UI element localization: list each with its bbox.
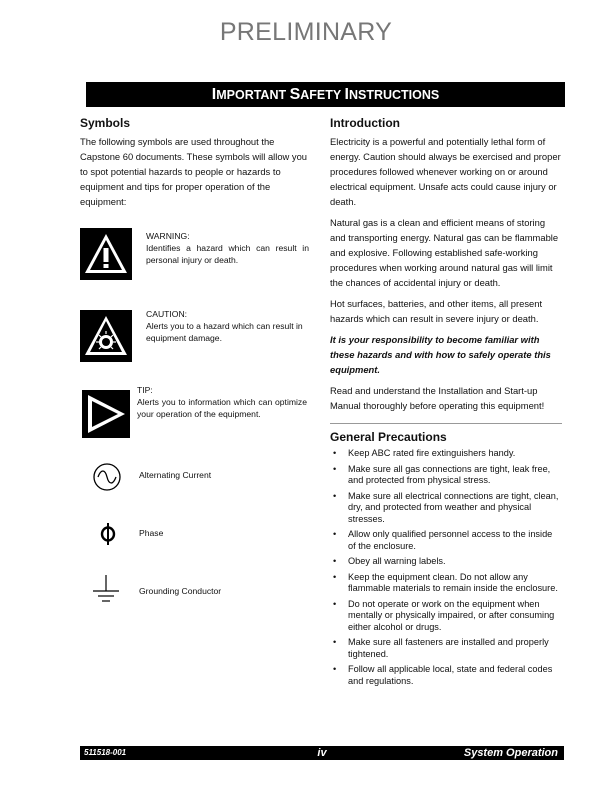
symbols-heading: Symbols [80,116,131,130]
page-number: iv [317,747,327,759]
tip-title: TIP: [137,385,153,395]
page-footer [80,746,564,760]
grounding-conductor-label: Grounding Conductor [139,586,222,596]
warning-icon [80,228,132,285]
list-item: • Keep the equipment clean. Do not allow any flammable materials to remain inside the enclosure. [330,572,562,595]
section-name: System Operation [463,747,558,759]
symbols-intro: The following symbols are used throughout the Capstone 60 documents. These symbols will allow you to spot potential hazards to people or hazards to equipment and tips for proper operation of the equipment: [80,136,308,207]
section-divider [330,423,562,424]
list-item: • Make sure all electrical connections are tight, clean, dry, and protected from weather and physical stresses. [330,491,562,526]
precautions-list [330,448,562,687]
tip-icon [82,390,130,443]
list-item: • Do not operate or work on the equipment when mentally or physically impaired, or after consuming either alcohol or drugs. [330,599,562,634]
introduction-paragraph-5: Read and understand the Installation and Start-up Manual thoroughly before operating this equipment! [330,385,545,411]
banner-word-1: MPORTANT [216,88,290,102]
phase-label: Phase [139,528,164,538]
alternating-current-label: Alternating Current [139,470,212,480]
tip-text: Alerts you to information which can optimize your operation of the equipment. [137,397,307,419]
list-item: • Make sure all gas connections are tight, leak free, and protected from physical stress. [330,464,562,487]
section-banner [86,82,565,107]
banner-initial-1: I [211,86,217,103]
banner-initial-2: S [289,86,301,103]
symbols-column [80,116,315,596]
banner-word-2: AFETY [300,88,345,102]
preliminary-watermark: PRELIMINARY [219,18,393,46]
document-number: 511518-001 [84,748,127,757]
caution-title: CAUTION: [146,309,188,319]
list-item: • Obey all warning labels. [330,556,562,568]
grounding-conductor-icon [91,573,121,614]
introduction-column [330,116,562,691]
introduction-paragraph-1: Electricity is a powerful and potentially lethal form of energy. Caution should always be exercised and proper procedures followed whenever working on or around electrical equipment. Unsafe acts could cause injury or death. [330,136,561,207]
caution-icon [80,310,132,367]
tip-block [137,384,307,420]
introduction-paragraph-3: Hot surfaces, batteries, and other items, all present hazards which can result in severe injury or death. [330,298,543,324]
precautions-heading: General Precautions [330,430,447,444]
warning-block [146,230,309,266]
list-item: • Keep ABC rated fire extinguishers handy. [330,448,562,460]
introduction-heading: Introduction [330,116,400,130]
introduction-paragraph-2: Natural gas is a clean and efficient means of storing and transporting energy. Natural gas can be flammable and explosive. Following established safe-working procedures when working around natural gas will limit the chances of accidental injury or death. [330,217,559,288]
caution-block [146,308,309,344]
caution-text: Alerts you to a hazard which can result in equipment damage. [146,321,303,343]
warning-text: Identifies a hazard which can result in personal injury or death. [146,243,309,265]
alternating-current-icon [92,462,122,497]
list-item: • Allow only qualified personnel access to the inside of the enclosure. [330,529,562,552]
list-item: • Follow all applicable local, state and federal codes and regulations. [330,664,562,687]
responsibility-statement: It is your responsibility to become familiar with these hazards and with how to safely operate this equipment. [330,334,551,375]
warning-title: WARNING: [146,231,190,241]
phase-icon [98,522,118,551]
banner-word-3: NSTRUCTIONS [348,88,440,102]
list-item: • Make sure all fasteners are installed and properly tightened. [330,637,562,660]
banner-initial-3: I [344,86,349,103]
